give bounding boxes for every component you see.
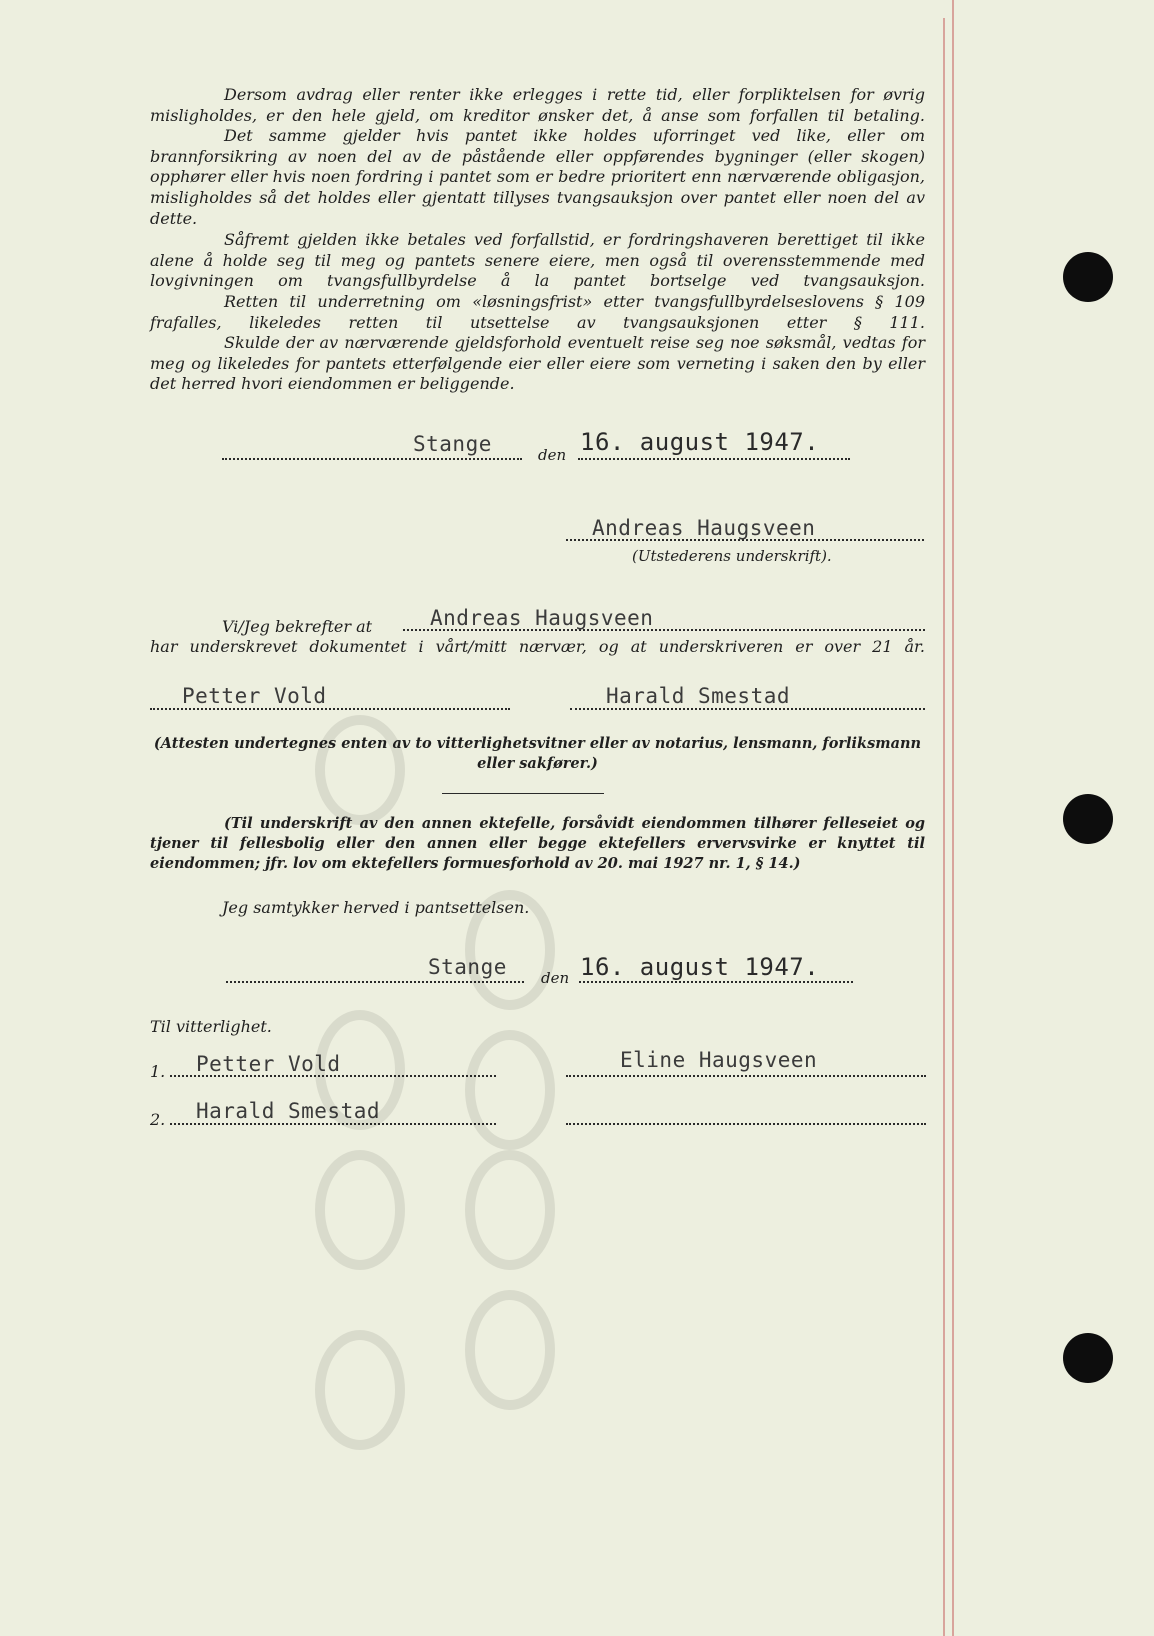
confirmation-prefix: Vi/Jeg bekrefter at: [222, 617, 373, 636]
date-dotted-line-2: [579, 981, 853, 983]
vitterlighet-witness-1: Petter Vold: [196, 1052, 341, 1076]
witness-number-2: 2.: [150, 1110, 166, 1129]
den-label: den: [538, 446, 567, 464]
vitterlighet-witness-2: Harald Smestad: [196, 1099, 381, 1123]
witness-signature-left: Petter Vold: [182, 684, 327, 708]
margin-rule-left: [943, 18, 945, 1636]
signing-place: Stange: [413, 432, 492, 456]
terms-paragraph-1: Dersom avdrag eller renter ikke erlegges i rette tid, eller forpliktelsen for øvrig misligholdes, er den hele gjeld, om kreditor ønsker det, å anse som forfallen til betaling.: [150, 85, 925, 125]
empty-signature-line: [566, 1123, 926, 1125]
attest-note: (Attesten undertegnes enten av to vitterlighetsvitner eller av notarius, lensmann, forliksmann eller sakfører.): [153, 735, 922, 772]
margin-rule-right: [952, 0, 954, 1636]
terms-paragraph-4: Retten til underretning om «løsningsfrist» etter tvangsfullbyrdelseslovens § 109 frafalles, likeledes retten til utsettelse av tvangsauksjonen etter § 111.: [150, 292, 925, 332]
witness-line-right: [570, 708, 925, 710]
punch-hole-bottom: [1063, 1333, 1113, 1383]
punch-hole-top: [1063, 252, 1113, 302]
consent-text: Jeg samtykker herved i pantsettelsen.: [222, 898, 530, 917]
spouse-signature-line: [566, 1075, 926, 1077]
signing-date: 16. august 1947.: [580, 428, 820, 456]
place-dotted-line: [222, 458, 522, 460]
confirmation-text: har underskrevet dokumentet i vårt/mitt nærvær, og at underskriveren er over 21 år.: [150, 637, 925, 656]
witness-signature-right: Harald Smestad: [606, 684, 791, 708]
vitterlighet-line-2: [170, 1123, 496, 1125]
witness-line-left: [150, 708, 510, 710]
terms-paragraph-5: Skulde der av nærværende gjeldsforhold eventuelt reise seg noe søksmål, vedtas for meg og likeledes for pantets etterfølgende eier eller eiere som verneting i saken den by eller det herred hvori eiendommen er beliggende.: [150, 333, 925, 394]
terms-paragraph-2: Det samme gjelder hvis pantet ikke holdes uforringet ved like, eller om brannforsikring av noen del av de påstående eller oppførendes bygninger (eller skogen) opphører eller hvis noen fordring i pantet som er bedre prioritert enn nærværende obligasjon, misligholdes så det holdes eller gjentatt tillyses tvangsauksjon over pantet eller noen del av dette.: [150, 126, 925, 228]
vitterlighet-label: Til vitterlighet.: [150, 1017, 272, 1036]
date-dotted-line: [578, 458, 850, 460]
spouse-note: (Til underskrift av den annen ektefelle, forsåvidt eiendommen tilhører felleseiet og tjener til fellesbolig eller den annen eller begge ektefellers ervervsvirke er knyttet til eiendommen; jfr. lov om ektefellers formuesforhold av 20. mai 1927 nr. 1, § 14.): [150, 815, 925, 872]
section-divider: [442, 793, 604, 794]
issuer-caption: (Utstederens underskrift).: [632, 547, 832, 565]
terms-paragraph-3: Såfremt gjelden ikke betales ved forfallstid, er fordringshaveren berettiget til ikke alene å holde seg til meg og pantets senere eiere, men også til overensstemmende med lovgivningen om tvangsfullbyrdelse å la pantet bortselge ved tvangsauksjon.: [150, 230, 925, 291]
spouse-signature: Eline Haugsveen: [620, 1048, 818, 1072]
den-label-2: den: [541, 969, 570, 987]
place-dotted-line-2: [226, 981, 524, 983]
witness-number-1: 1.: [150, 1062, 166, 1081]
signing-place-2: Stange: [428, 955, 507, 979]
issuer-signature: Andreas Haugsveen: [592, 516, 816, 540]
punch-hole-middle: [1063, 794, 1113, 844]
confirmation-name: Andreas Haugsveen: [430, 606, 654, 630]
signing-date-2: 16. august 1947.: [580, 953, 820, 981]
